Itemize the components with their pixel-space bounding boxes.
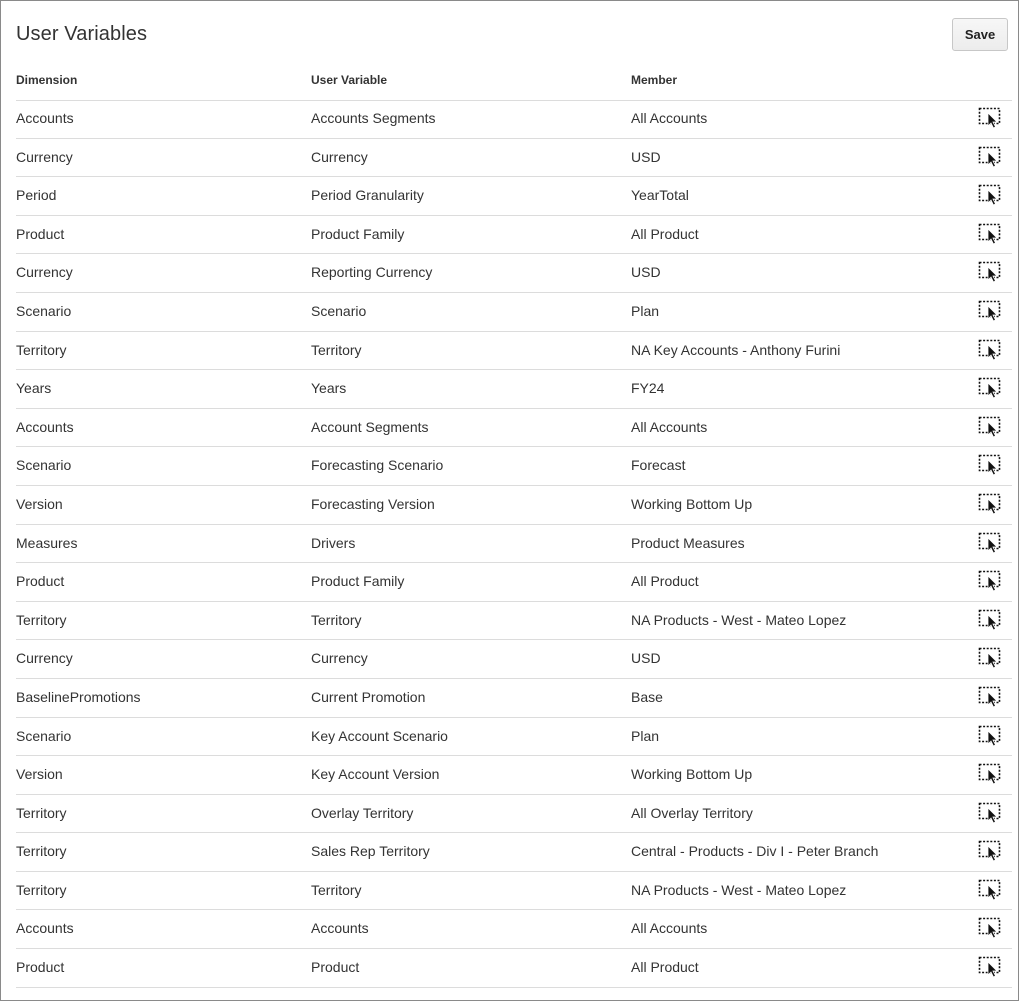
table-row — [16, 718, 1012, 757]
table-row — [16, 833, 1012, 872]
cell-member: Base — [631, 688, 663, 705]
cell-user-variable: Forecasting Scenario — [311, 457, 444, 474]
cell-user-variable: Territory — [311, 611, 362, 628]
cell-user-variable: Forecasting Version — [311, 495, 435, 512]
table-row — [16, 486, 1012, 525]
table-row — [16, 563, 1012, 602]
table-row — [16, 679, 1012, 718]
page-title: User Variables — [16, 23, 148, 45]
cell-user-variable: Territory — [311, 881, 362, 898]
table-header — [16, 71, 1012, 101]
cell-member: Plan — [631, 727, 660, 744]
table-row — [16, 254, 1012, 293]
cell-user-variable: Account Segments — [311, 418, 429, 435]
cell-member: USD — [631, 148, 661, 165]
cell-user-variable: Product — [311, 959, 360, 976]
cell-member: Working Bottom Up — [631, 766, 753, 783]
cell-user-variable: Accounts — [311, 920, 369, 937]
member-selector-icon[interactable] — [978, 532, 1002, 554]
cell-user-variable: Years — [311, 380, 347, 397]
table-row — [16, 100, 1012, 139]
cell-dimension: Scenario — [16, 302, 72, 319]
member-selector-icon[interactable] — [978, 956, 1002, 978]
table-row — [16, 139, 1012, 178]
member-selector-icon[interactable] — [978, 609, 1002, 631]
table-row — [16, 409, 1012, 448]
cell-user-variable: Product Family — [311, 225, 405, 242]
cell-dimension: Scenario — [16, 727, 72, 744]
cell-user-variable: Product Family — [311, 573, 405, 590]
cell-dimension: Currency — [16, 148, 73, 165]
cell-dimension: Period — [16, 187, 57, 204]
cell-dimension: Currency — [16, 264, 73, 281]
table-row — [16, 447, 1012, 486]
member-selector-icon[interactable] — [978, 300, 1002, 322]
cell-user-variable: Territory — [311, 341, 362, 358]
cell-member: All Product — [631, 573, 699, 590]
member-selector-icon[interactable] — [978, 339, 1002, 361]
member-selector-icon[interactable] — [978, 763, 1002, 785]
cell-member: FY24 — [631, 380, 665, 397]
member-selector-icon[interactable] — [978, 377, 1002, 399]
table-row — [16, 949, 1012, 988]
column-header-member: Member — [631, 73, 678, 87]
cell-member: Central - Products - Div I - Peter Branch — [631, 843, 879, 860]
cell-dimension: Scenario — [16, 457, 72, 474]
column-header-user-variable: User Variable — [311, 73, 388, 87]
cell-dimension: BaselinePromotions — [16, 688, 141, 705]
cell-member: All Accounts — [631, 418, 708, 435]
cell-dimension: Years — [16, 380, 52, 397]
save-button[interactable]: Save — [952, 18, 1008, 51]
cell-user-variable: Period Granularity — [311, 187, 424, 204]
member-selector-icon[interactable] — [978, 647, 1002, 669]
table-row — [16, 872, 1012, 911]
table-row — [16, 525, 1012, 564]
table-row — [16, 640, 1012, 679]
member-selector-icon[interactable] — [978, 917, 1002, 939]
member-selector-icon[interactable] — [978, 107, 1002, 129]
table-row — [16, 910, 1012, 949]
member-selector-icon[interactable] — [978, 570, 1002, 592]
cell-user-variable: Drivers — [311, 534, 356, 551]
member-selector-icon[interactable] — [978, 493, 1002, 515]
column-header-dimension: Dimension — [16, 73, 78, 87]
member-selector-icon[interactable] — [978, 840, 1002, 862]
table-row — [16, 756, 1012, 795]
member-selector-icon[interactable] — [978, 879, 1002, 901]
cell-dimension: Territory — [16, 611, 67, 628]
cell-dimension: Territory — [16, 804, 67, 821]
cell-dimension: Territory — [16, 843, 67, 860]
cell-member: USD — [631, 264, 661, 281]
cell-user-variable: Overlay Territory — [311, 804, 414, 821]
cell-member: All Accounts — [631, 110, 708, 126]
cell-dimension: Currency — [16, 650, 73, 667]
cell-member: All Product — [631, 959, 699, 976]
cell-dimension: Accounts — [16, 418, 74, 435]
cell-dimension: Version — [16, 766, 63, 783]
cell-dimension: Territory — [16, 341, 67, 358]
table-row — [16, 602, 1012, 641]
member-selector-icon[interactable] — [978, 454, 1002, 476]
member-selector-icon[interactable] — [978, 686, 1002, 708]
cell-member: Forecast — [631, 457, 686, 474]
cell-user-variable: Sales Rep Territory — [311, 843, 430, 860]
member-selector-icon[interactable] — [978, 802, 1002, 824]
member-selector-icon[interactable] — [978, 261, 1002, 283]
table-row — [16, 177, 1012, 216]
cell-dimension: Territory — [16, 881, 67, 898]
table-body — [16, 100, 1012, 988]
cell-user-variable: Key Account Scenario — [311, 727, 448, 744]
member-selector-icon[interactable] — [978, 725, 1002, 747]
cell-member: Working Bottom Up — [631, 495, 753, 512]
cell-dimension: Measures — [16, 534, 78, 551]
cell-user-variable: Accounts Segments — [311, 110, 436, 126]
member-selector-icon[interactable] — [978, 184, 1002, 206]
cell-dimension: Product — [16, 225, 65, 242]
cell-member: NA Products - West - Mateo Lopez — [631, 881, 847, 898]
cell-member: Product Measures — [631, 534, 745, 551]
cell-member: Plan — [631, 302, 660, 319]
cell-user-variable: Currency — [311, 148, 368, 165]
table-row — [16, 332, 1012, 371]
member-selector-icon[interactable] — [978, 416, 1002, 438]
table-row — [16, 293, 1012, 332]
table-row — [16, 370, 1012, 409]
cell-dimension: Product — [16, 959, 65, 976]
cell-dimension: Accounts — [16, 920, 74, 937]
cell-dimension: Accounts — [16, 110, 74, 126]
cell-member: NA Products - West - Mateo Lopez — [631, 611, 847, 628]
cell-user-variable: Reporting Currency — [311, 264, 433, 281]
cell-member: YearTotal — [631, 187, 689, 204]
cell-member: All Accounts — [631, 920, 708, 937]
cell-dimension: Product — [16, 573, 65, 590]
cell-dimension: Version — [16, 495, 63, 512]
cell-member: NA Key Accounts - Anthony Furini — [631, 341, 841, 358]
cell-user-variable: Currency — [311, 650, 368, 667]
table-row — [16, 216, 1012, 255]
member-selector-icon[interactable] — [978, 146, 1002, 168]
member-selector-icon[interactable] — [978, 223, 1002, 245]
cell-user-variable: Key Account Version — [311, 766, 440, 783]
table-row — [16, 795, 1012, 834]
cell-member: All Product — [631, 225, 699, 242]
cell-user-variable: Scenario — [311, 302, 367, 319]
cell-member: All Overlay Territory — [631, 804, 753, 821]
cell-member: USD — [631, 650, 661, 667]
cell-user-variable: Current Promotion — [311, 688, 426, 705]
